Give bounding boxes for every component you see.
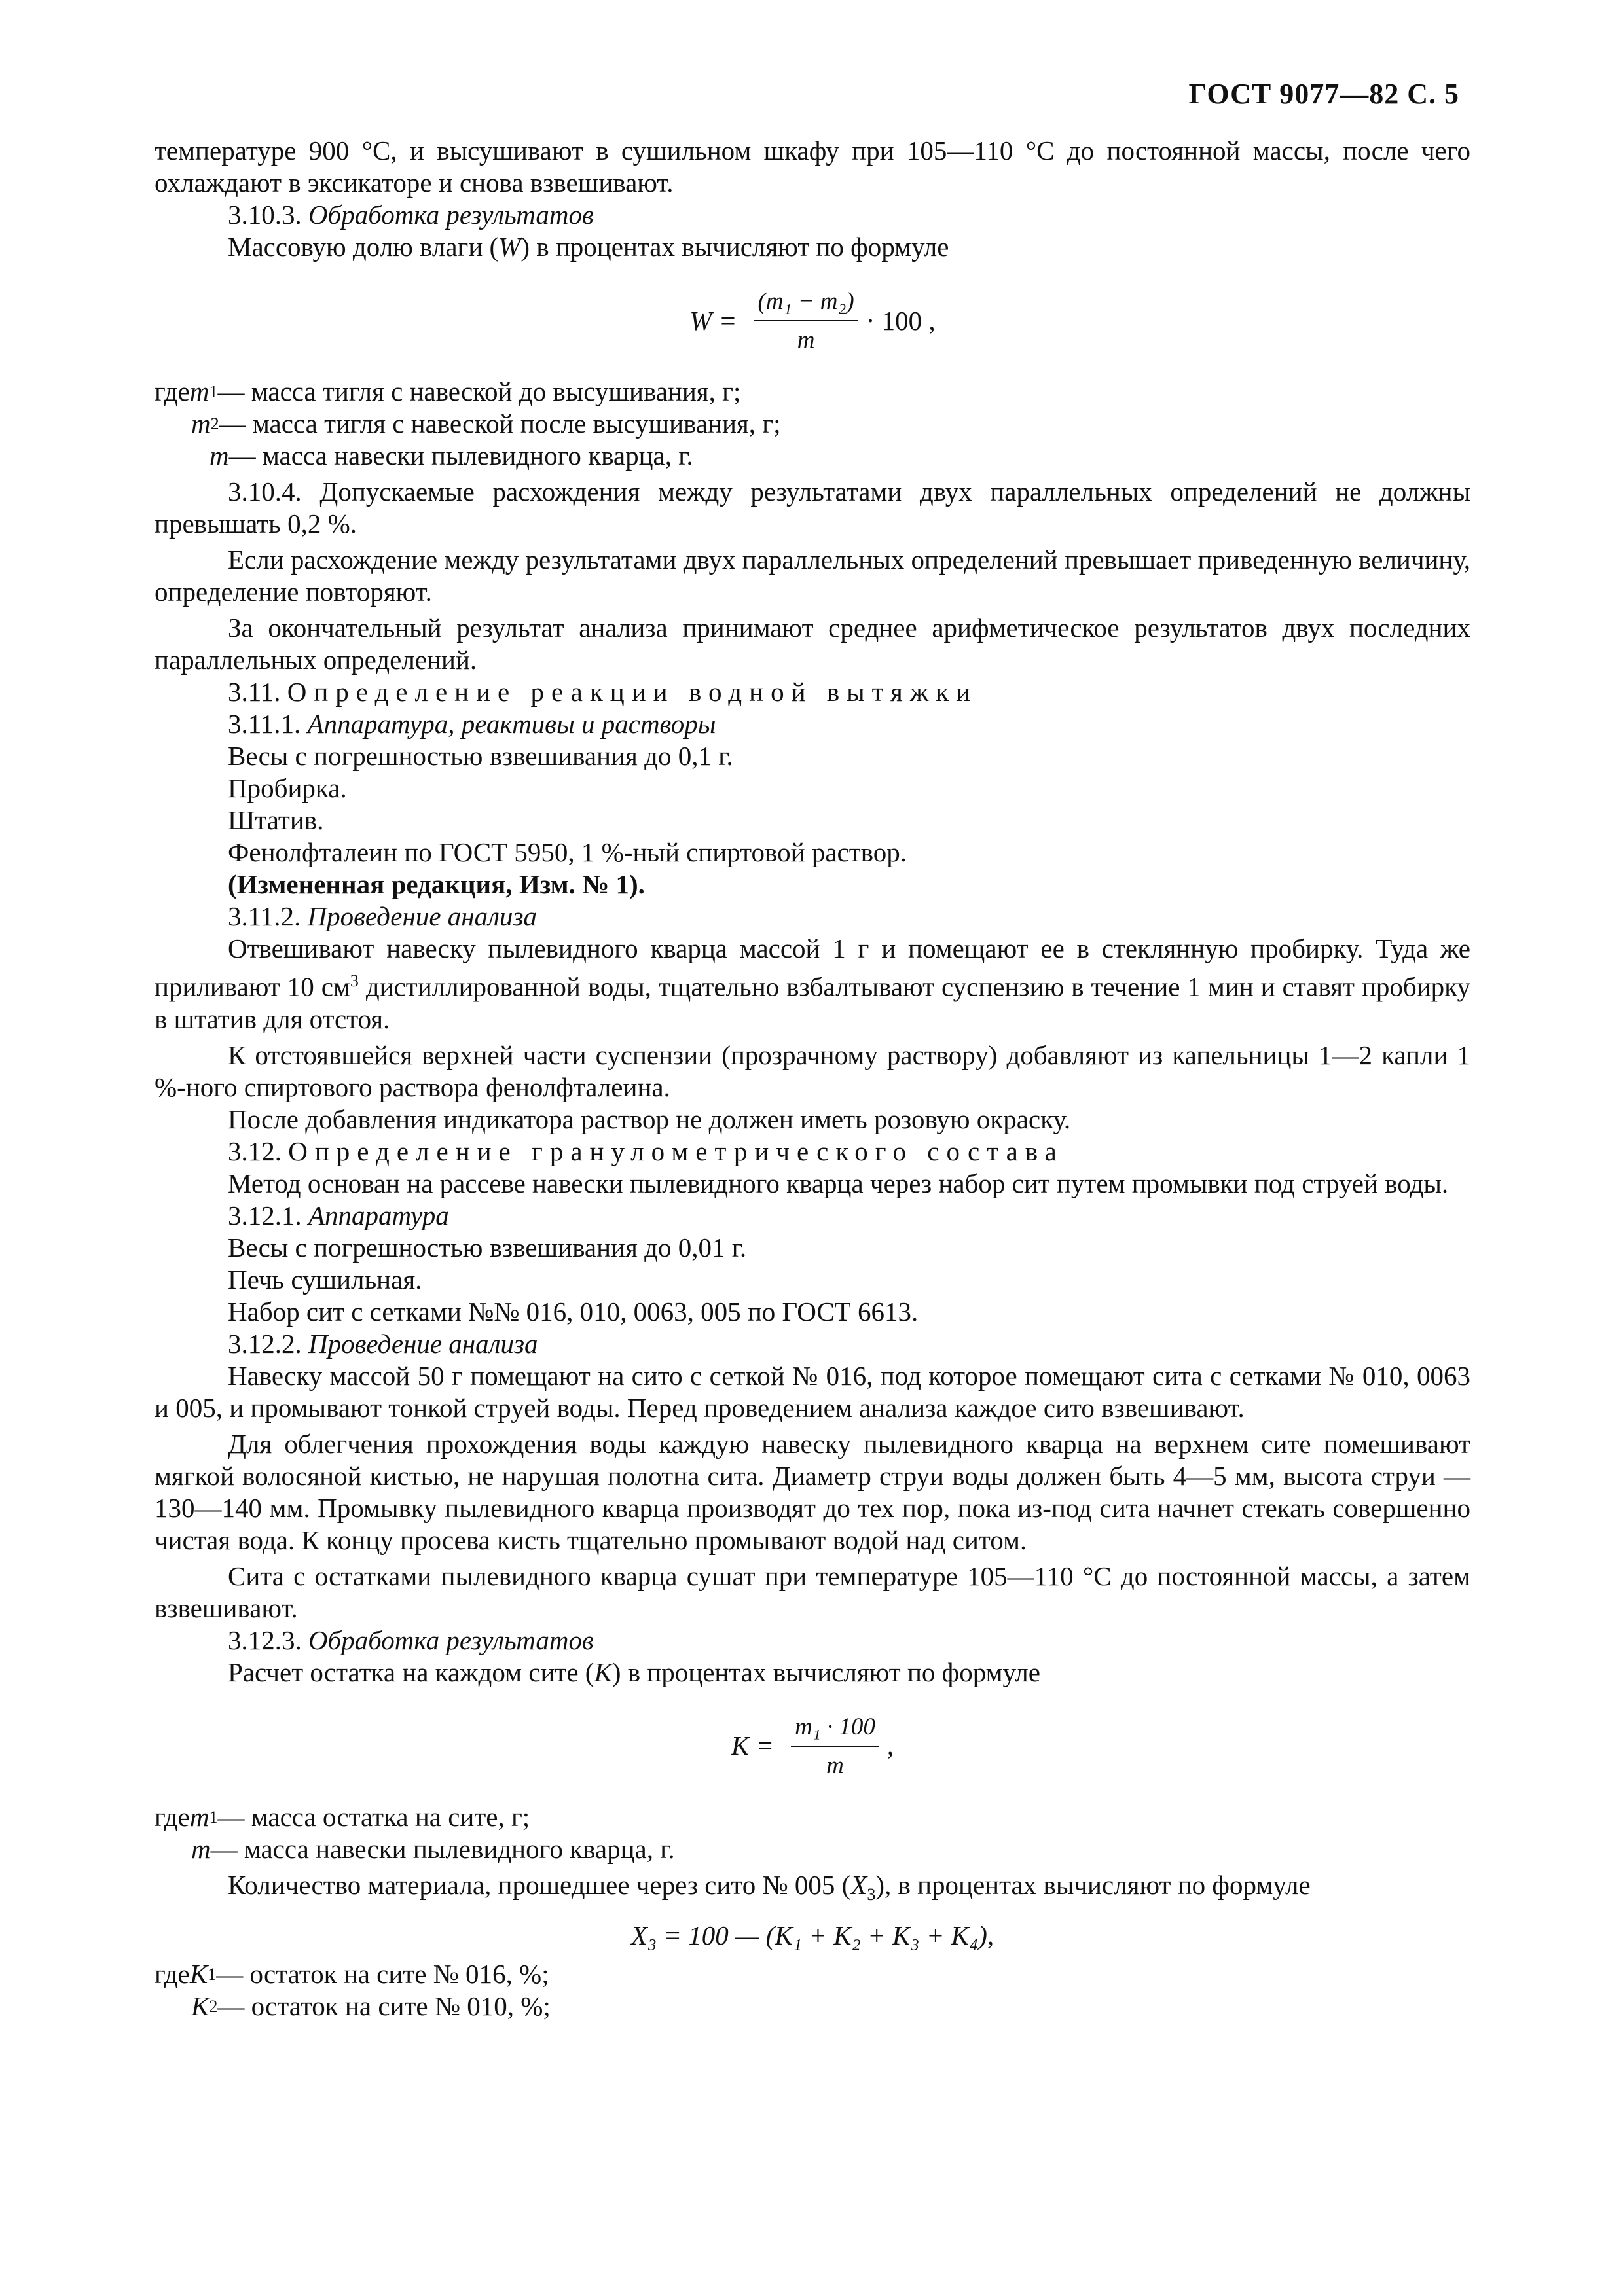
paragraph-tolerance: 3.10.4. Допускаемые расхождения между результатами двух параллельных определений не должны превышать 0,2 %.: [155, 476, 1470, 539]
formula-definitions-1: [155, 376, 1470, 472]
section-title: Проведение анализа: [307, 901, 538, 931]
list-item: Весы с погрешностью взвешивания до 0,1 г.: [228, 741, 733, 771]
variable: X: [850, 1869, 867, 1900]
definition-row: [155, 1801, 1470, 1833]
variable: K: [594, 1657, 612, 1687]
section-title: Проведение анализа: [308, 1328, 538, 1359]
list-item: Пробирка.: [228, 773, 347, 803]
paragraph-brush: Для облегчения прохождения воды каждую навеску пылевидного кварца на верхнем сите помешивают мягкой волосяной кистью, не нарушая полотна сита. Диаметр струи воды должен быть 4—5 мм, высота струи — 130—140 мм. Промывку пылевидного кварца производят до тех пор, пока из-под сита начнет стекать совершенно чистая вода. К концу просева кисть тщательно промывают водой над ситом.: [155, 1428, 1470, 1555]
formula-residue: [155, 1711, 1470, 1782]
fraction: [754, 285, 858, 356]
section-number: 3.12.1.: [228, 1200, 302, 1230]
definition-variable: m: [210, 440, 229, 471]
subscript: 3: [867, 1884, 876, 1904]
list-item: Штатив.: [228, 805, 324, 835]
definition-row: [155, 1990, 1470, 2022]
fraction-denominator: m: [826, 1751, 844, 1779]
section-number: 3.12.: [228, 1136, 282, 1166]
definition-subscript: 2: [210, 414, 219, 433]
section-heading-3-12: [155, 1136, 1470, 1168]
definition-text: — остаток на сите № 010, %;: [217, 1990, 551, 2021]
definition-variable: m: [189, 376, 210, 406]
superscript: 3: [350, 971, 359, 990]
paragraph-drying-sieves: Сита с остатками пылевидного кварца сушат при температуре 105—110 °С до постоянной массы, а затем взвешивают.: [155, 1560, 1470, 1623]
definition-lead: где: [155, 1958, 190, 1989]
amendment-note: (Измененная редакция, Изм. № 1).: [228, 869, 645, 899]
fraction-denominator: m: [797, 327, 815, 353]
definition-text: — масса тигля с навеской до высушивания, г;: [217, 376, 741, 406]
variable: W: [498, 232, 521, 262]
definition-text: — масса навески пылевидного кварца, г.: [228, 440, 693, 471]
definition-lead: где: [155, 1801, 190, 1832]
section-heading-3-11-2: [155, 901, 1470, 933]
text: Массовую долю влаги (: [228, 232, 499, 262]
definition-lead: где: [155, 376, 190, 406]
definition-row: [155, 1958, 1470, 1990]
paragraph-final-result: За окончательный результат анализа принимают среднее арифметическое результатов двух последних параллельных определений.: [155, 613, 1470, 675]
paragraph-passed-material: [155, 1869, 1470, 1910]
formula-moisture: [155, 285, 1470, 356]
section-number: 3.12.3.: [228, 1624, 302, 1655]
definition-text: — масса навески пылевидного кварца, г.: [210, 1833, 675, 1864]
paragraph-method: Метод основан на рассеве навески пылевидного кварца через набор сит путем промывки под струей воды.: [228, 1168, 1449, 1198]
definition-subscript: 1: [209, 382, 218, 401]
paragraph-residue-formula-intro: [155, 1657, 1470, 1689]
definition-variable: K: [191, 1990, 210, 2021]
definition-variable: K: [189, 1958, 208, 1989]
definition-variable: m: [191, 408, 211, 439]
formula-rest: · 100 ,: [866, 305, 936, 336]
definition-row: [155, 376, 1470, 408]
fraction-numerator: (m₁ − m₂): [754, 285, 858, 321]
definition-subscript: 2: [209, 1996, 218, 2016]
text: ), в процентах вычисляют по формуле: [875, 1869, 1311, 1900]
text: ) в процентах вычисляют по формуле: [520, 232, 949, 262]
section-heading-3-12-3: [155, 1624, 1470, 1657]
formula-lhs: K =: [731, 1731, 775, 1761]
section-number: 3.10.3.: [228, 200, 302, 230]
section-title: Аппаратура: [308, 1200, 449, 1230]
section-title: Аппаратура, реактивы и растворы: [307, 709, 716, 739]
page-header: ГОСТ 9077—82 С. 5: [1188, 78, 1459, 110]
definition-subscript: 1: [209, 1807, 218, 1827]
definition-subscript: 1: [208, 1964, 217, 1984]
definition-text: — остаток на сите № 016, %;: [216, 1958, 549, 1989]
text: Отвешивают навеску пылевидного кварца массой 1 г и помещают ее в стеклянную пробирку. Туда же приливают 10 см: [155, 933, 1470, 1002]
section-heading-3-12-2: [155, 1328, 1470, 1360]
definition-variable: m: [191, 1833, 211, 1864]
list-item: Фенолфталеин по ГОСТ 5950, 1 %-ный спиртовой раствор.: [228, 837, 907, 867]
section-title: Обработка результатов: [308, 1624, 594, 1655]
paragraph-repeat: Если расхождение между результатами двух параллельных определений превышает приведенную величину, определение повторяют.: [155, 545, 1470, 607]
section-number: 3.11.2.: [228, 901, 301, 931]
section-number: 3.12.2.: [228, 1328, 302, 1359]
formula-lhs: W =: [689, 305, 737, 336]
fraction: [791, 1711, 879, 1782]
formula-definitions-3: [155, 1958, 1470, 2022]
definition-row: [155, 1833, 1470, 1865]
text: Количество материала, прошедшее через сито № 005 (: [228, 1869, 851, 1900]
definition-row: [155, 408, 1470, 440]
section-title: Определение реакции водной вытяжки: [287, 677, 978, 707]
list-item: Набор сит с сетками №№ 016, 010, 0063, 005 по ГОСТ 6613.: [228, 1296, 919, 1327]
section-number: 3.11.: [228, 677, 281, 707]
definition-text: — масса тигля с навеской после высушивания, г;: [219, 408, 781, 439]
text: Расчет остатка на каждом сите (: [228, 1657, 594, 1687]
paragraph-drying: температуре 900 °С, и высушивают в сушильном шкафу при 105—110 °С до постоянной массы, после чего охлаждают в эксикаторе и снова взвешивают.: [155, 135, 1470, 198]
document-body: [155, 135, 1470, 2022]
definition-row: [155, 440, 1470, 472]
section-heading-3-10-3: [155, 199, 1470, 231]
definition-text: — масса остатка на сите, г;: [217, 1801, 530, 1832]
formula-passed: X₃ = 100 — (K₁ + K₂ + K₃ + K₄),: [630, 1920, 994, 1950]
list-item: Печь сушильная.: [228, 1264, 422, 1295]
paragraph-sieve-procedure: Навеску массой 50 г помещают на сито с сеткой № 016, под которое помещают сита с сетками № 010, 0063 и 005, и промывают тонкой струей воды. Перед проведением анализа каждое сито взвешивают.: [155, 1360, 1470, 1423]
text: ) в процентах вычисляют по формуле: [611, 1657, 1040, 1687]
section-title: Определение гранулометрического состава: [288, 1136, 1064, 1166]
list-item: Весы с погрешностью взвешивания до 0,01 г.: [228, 1232, 747, 1263]
paragraph-weighing: [155, 933, 1470, 1035]
fraction-numerator: m₁ · 100: [791, 1711, 879, 1747]
paragraph-color: После добавления индикатора раствор не должен иметь розовую окраску.: [228, 1103, 1071, 1134]
definition-variable: m: [189, 1801, 210, 1832]
paragraph-indicator: К отстоявшейся верхней части суспензии (прозрачному раствору) добавляют из капельницы 1—2 капли 1 %-ного спиртового раствора фенолфталеина.: [155, 1039, 1470, 1102]
formula-definitions-2: [155, 1801, 1470, 1865]
text: дистиллированной воды, тщательно взбалтывают суспензию в течение 1 мин и ставят пробирку в штатив для отстоя.: [155, 971, 1470, 1034]
section-title: Обработка результатов: [308, 200, 594, 230]
formula-rest: ,: [886, 1731, 894, 1761]
section-number: 3.11.1.: [228, 709, 301, 739]
section-heading-3-11-1: [155, 708, 1470, 740]
paragraph-moisture-formula-intro: [155, 231, 1470, 263]
section-heading-3-11: [155, 676, 1470, 708]
section-heading-3-12-1: [155, 1200, 1470, 1232]
